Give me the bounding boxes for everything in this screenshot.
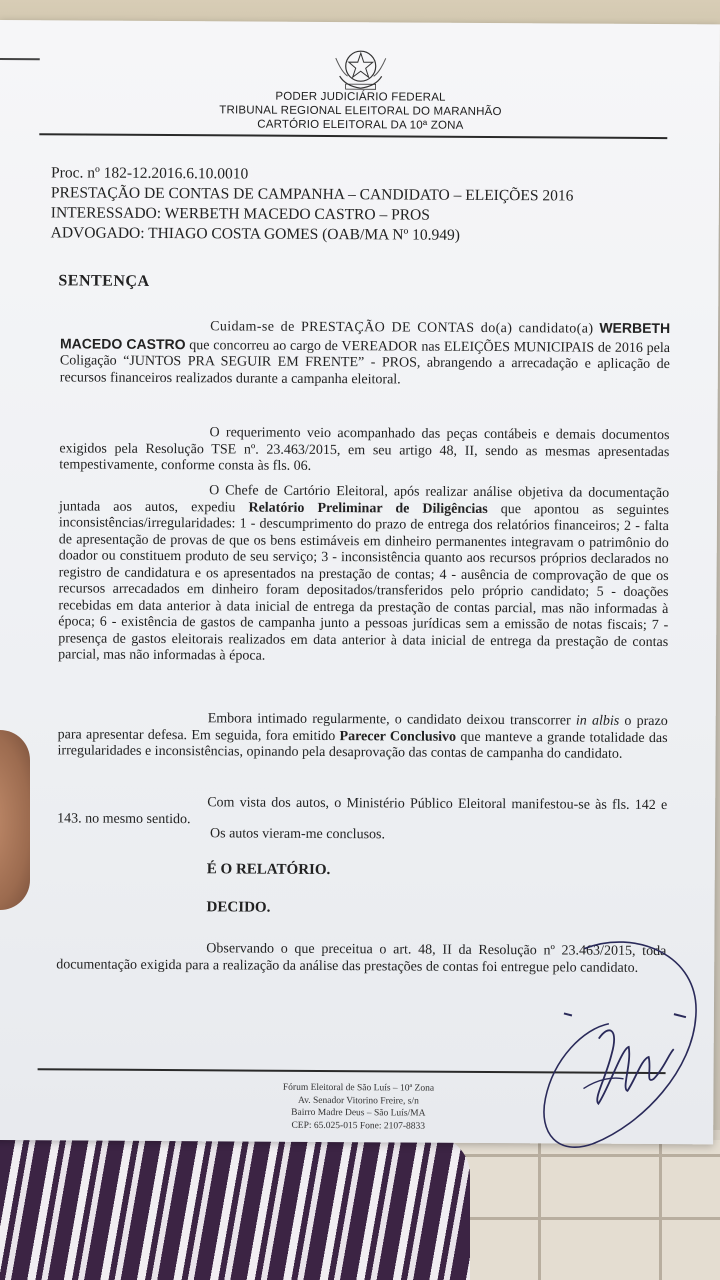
- coat-of-arms-emblem: [332, 46, 390, 92]
- p5-text: Com vista dos autos, o Ministério Público Eleitoral manifestou-se às fls. 142 e 143. no mesmo sentido.: [57, 795, 668, 827]
- handwritten-signature: [523, 928, 714, 1159]
- court-header: [199, 89, 521, 133]
- footer-line-3: Bairro Madre Deus – São Luís/MA: [291, 1107, 426, 1119]
- p6-text: Os autos vieram-me conclusos.: [209, 826, 386, 843]
- conclusive-opinion: Parecer Conclusivo: [339, 728, 457, 745]
- paragraph-3: [58, 482, 669, 667]
- paragraph-1: [60, 316, 670, 390]
- paragraph-2: [59, 424, 669, 477]
- p4-text-b: o prazo para apresentar defesa. Em seguida, fora emitido: [57, 713, 668, 744]
- p1-text-b: que concorreu ao cargo de VEREADOR nas ELEIÇÕES MUNICIPAIS de 2016 pela Coligação “JUNTOS PRA SEGUIR EM FRENTE” - PROS, abrangendo a arrecadação e aplicação de recursos financeiros realizados durante a campanha eleitoral.: [59, 337, 671, 387]
- p4-text-a: Embora intimado regularmente, o candidato deixou transcorrer: [207, 711, 571, 729]
- header-line-2: TRIBUNAL REGIONAL ELEITORAL DO MARANHÃO: [219, 104, 502, 119]
- decided-heading: DECIDO.: [206, 899, 271, 916]
- corner-line: [0, 58, 40, 60]
- p7-text: Observando o que preceitua o art. 48, II da Resolução nº 23.463/2015, toda documentação exigida para a realização da análise das prestações de contas foi entregue pelo candidato.: [56, 941, 667, 976]
- paragraph-6: [210, 826, 610, 845]
- preliminary-report: Relatório Preliminar de Diligências: [248, 500, 488, 517]
- paragraph-4: [57, 710, 667, 763]
- document-page: [0, 20, 720, 1144]
- process-number: Proc. nº 182-12.2016.6.10.0010: [51, 164, 249, 183]
- paragraph-5: [57, 794, 667, 831]
- striped-shirt: [0, 1135, 470, 1280]
- p3-text-b: que apontou as seguintes inconsistências/irregularidades: 1 - descumprimento do prazo de entrega dos relatórios financeiros; 2 - falta de apresentação de provas de que os bens estimáveis em dinheiro permanentes integravam o patrimônio do doador ou constituem produto de seu serviço; 3 - inconsistência quanto aos recursos próprios declarados no registro de candidatura e os apresentados na prestação de contas; 4 - ausência de comprovação de que os recursos arrecadados em dinheiro foram depositados/transferidos pelo próprio candidato; 5 - doações recebidas em data anterior à data inicial de entrega da prestação de contas parcial, mas não informadas à época; 6 - existência de gastos de campanha junto a pessoas jurídicas sem a emissão de notas fiscais; 7 - presença de gastos eleitorais realizados em data anterior à data inicial de entrega da prestação de contas parcial, mas não informadas à época.: [58, 501, 670, 664]
- p4-text-c: que manteve a grande totalidade das irregularidades e inconsistências, opinando pela desaprovação das contas de campanha do candidato.: [57, 729, 668, 762]
- header-line-3: CARTÓRIO ELEITORAL DA 10ª ZONA: [257, 118, 464, 132]
- footer-address: [233, 1081, 483, 1133]
- footer-line-1: Fórum Eleitoral de São Luís – 10ª Zona: [282, 1082, 435, 1094]
- process-interested: INTERESSADO: WERBETH MACEDO CASTRO – PROS: [50, 204, 430, 224]
- process-type: PRESTAÇÃO DE CONTAS DE CAMPANHA – CANDIDATO – ELEIÇÕES 2016: [50, 184, 574, 205]
- report-heading: É O RELATÓRIO.: [206, 861, 331, 879]
- footer-line-4: CEP: 65.025-015 Fone: 2107-8833: [291, 1120, 426, 1132]
- process-info: [51, 163, 651, 247]
- process-lawyer: ADVOGADO: THIAGO COSTA GOMES (OAB/MA Nº 10.949): [50, 224, 461, 244]
- header-line-1: PODER JUDICIÁRIO FEDERAL: [275, 90, 446, 104]
- footer-line-2: Av. Senador Vitorino Freire, s/n: [297, 1095, 419, 1107]
- thumb: [0, 730, 30, 910]
- document-title: SENTENÇA: [58, 272, 150, 290]
- p1-text-a: Cuidam-se de PRESTAÇÃO DE CONTAS do(a) candidato(a): [210, 319, 594, 337]
- in-albis: in albis: [575, 713, 620, 729]
- header-rule: [39, 133, 667, 139]
- p2-text: O requerimento veio acompanhado das peças contábeis e demais documentos exigidos pela Resolução TSE nº. 23.463/2015, em seu artigo 48, II, sendo as mesmas apresentadas tempestivamente, conforme consta às fls. 06.: [59, 425, 670, 474]
- p3-text-a: O Chefe de Cartório Eleitoral, após realizar análise objetiva da documentação juntada aos autos, expediu: [58, 483, 670, 515]
- candidate-name: WERBETH MACEDO CASTRO: [59, 319, 671, 352]
